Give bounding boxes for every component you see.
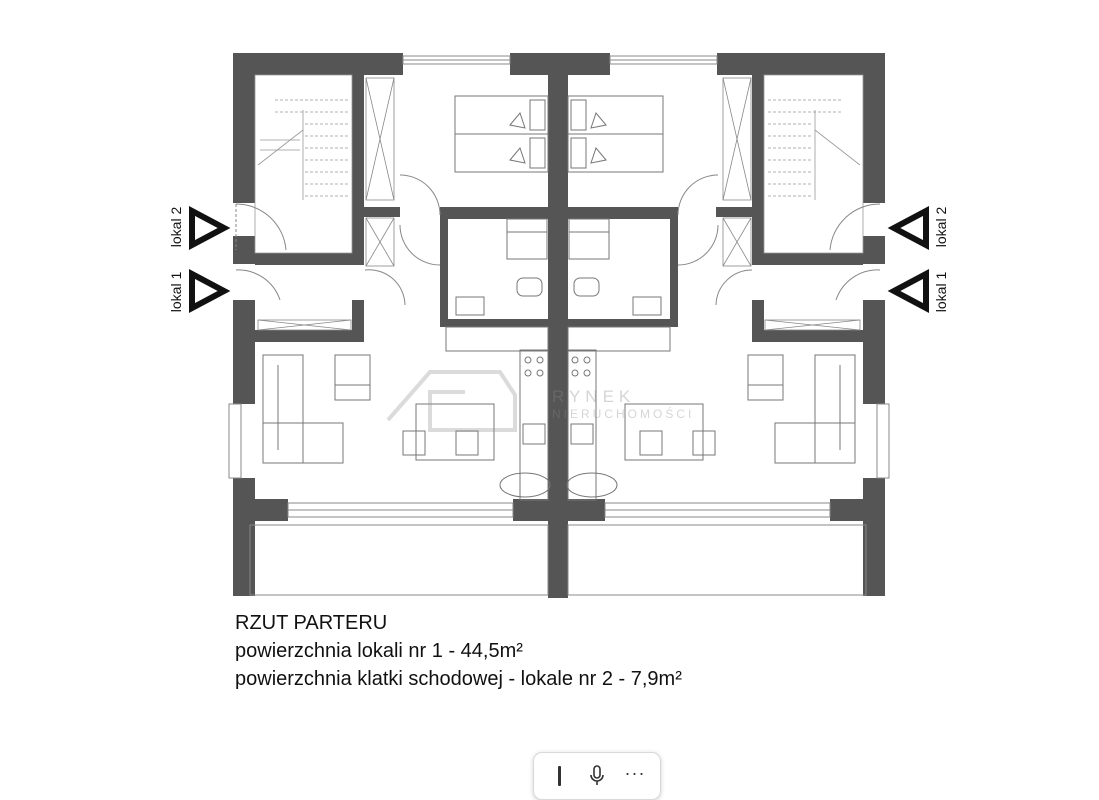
more-options-icon: ···: [624, 763, 646, 783]
caption-area-line-1: powierzchnia lokali nr 1 - 44,5m²: [235, 640, 523, 662]
plan-caption: [235, 609, 682, 693]
microphone-button[interactable]: [582, 761, 612, 791]
watermark: [388, 372, 694, 430]
label-right-lokal-2: lokal 2: [933, 206, 949, 248]
entry-arrow-right-lokal-1: [894, 274, 926, 308]
text-cursor-icon: [558, 766, 561, 786]
entry-arrow-right-lokal-2: [894, 211, 926, 245]
caption-title: RZUT PARTERU: [235, 612, 388, 634]
label-left-lokal-2: lokal 2: [168, 206, 184, 248]
caption-area-line-2: powierzchnia klatki schodowej - lokale nr 2 - 7,9m²: [235, 668, 682, 690]
staircase-left: [255, 75, 352, 253]
entry-arrow-left-lokal-2: [192, 211, 224, 245]
watermark-house-icon: [388, 372, 515, 430]
staircase-right: [764, 75, 863, 253]
label-left-lokal-1: lokal 1: [168, 271, 184, 313]
microphone-icon: [589, 765, 605, 787]
watermark-line1: RYNEK: [552, 387, 636, 406]
more-options-button[interactable]: [620, 761, 650, 791]
text-cursor-button[interactable]: [544, 761, 574, 791]
entry-arrow-left-lokal-1: [192, 274, 224, 308]
label-right-lokal-1: lokal 1: [933, 271, 949, 313]
interior-walls-right: [568, 75, 863, 342]
interior-walls-left: [255, 75, 550, 342]
floating-toolbar: [533, 752, 661, 800]
watermark-line2: NIERUCHOMOŚCI: [552, 407, 695, 421]
